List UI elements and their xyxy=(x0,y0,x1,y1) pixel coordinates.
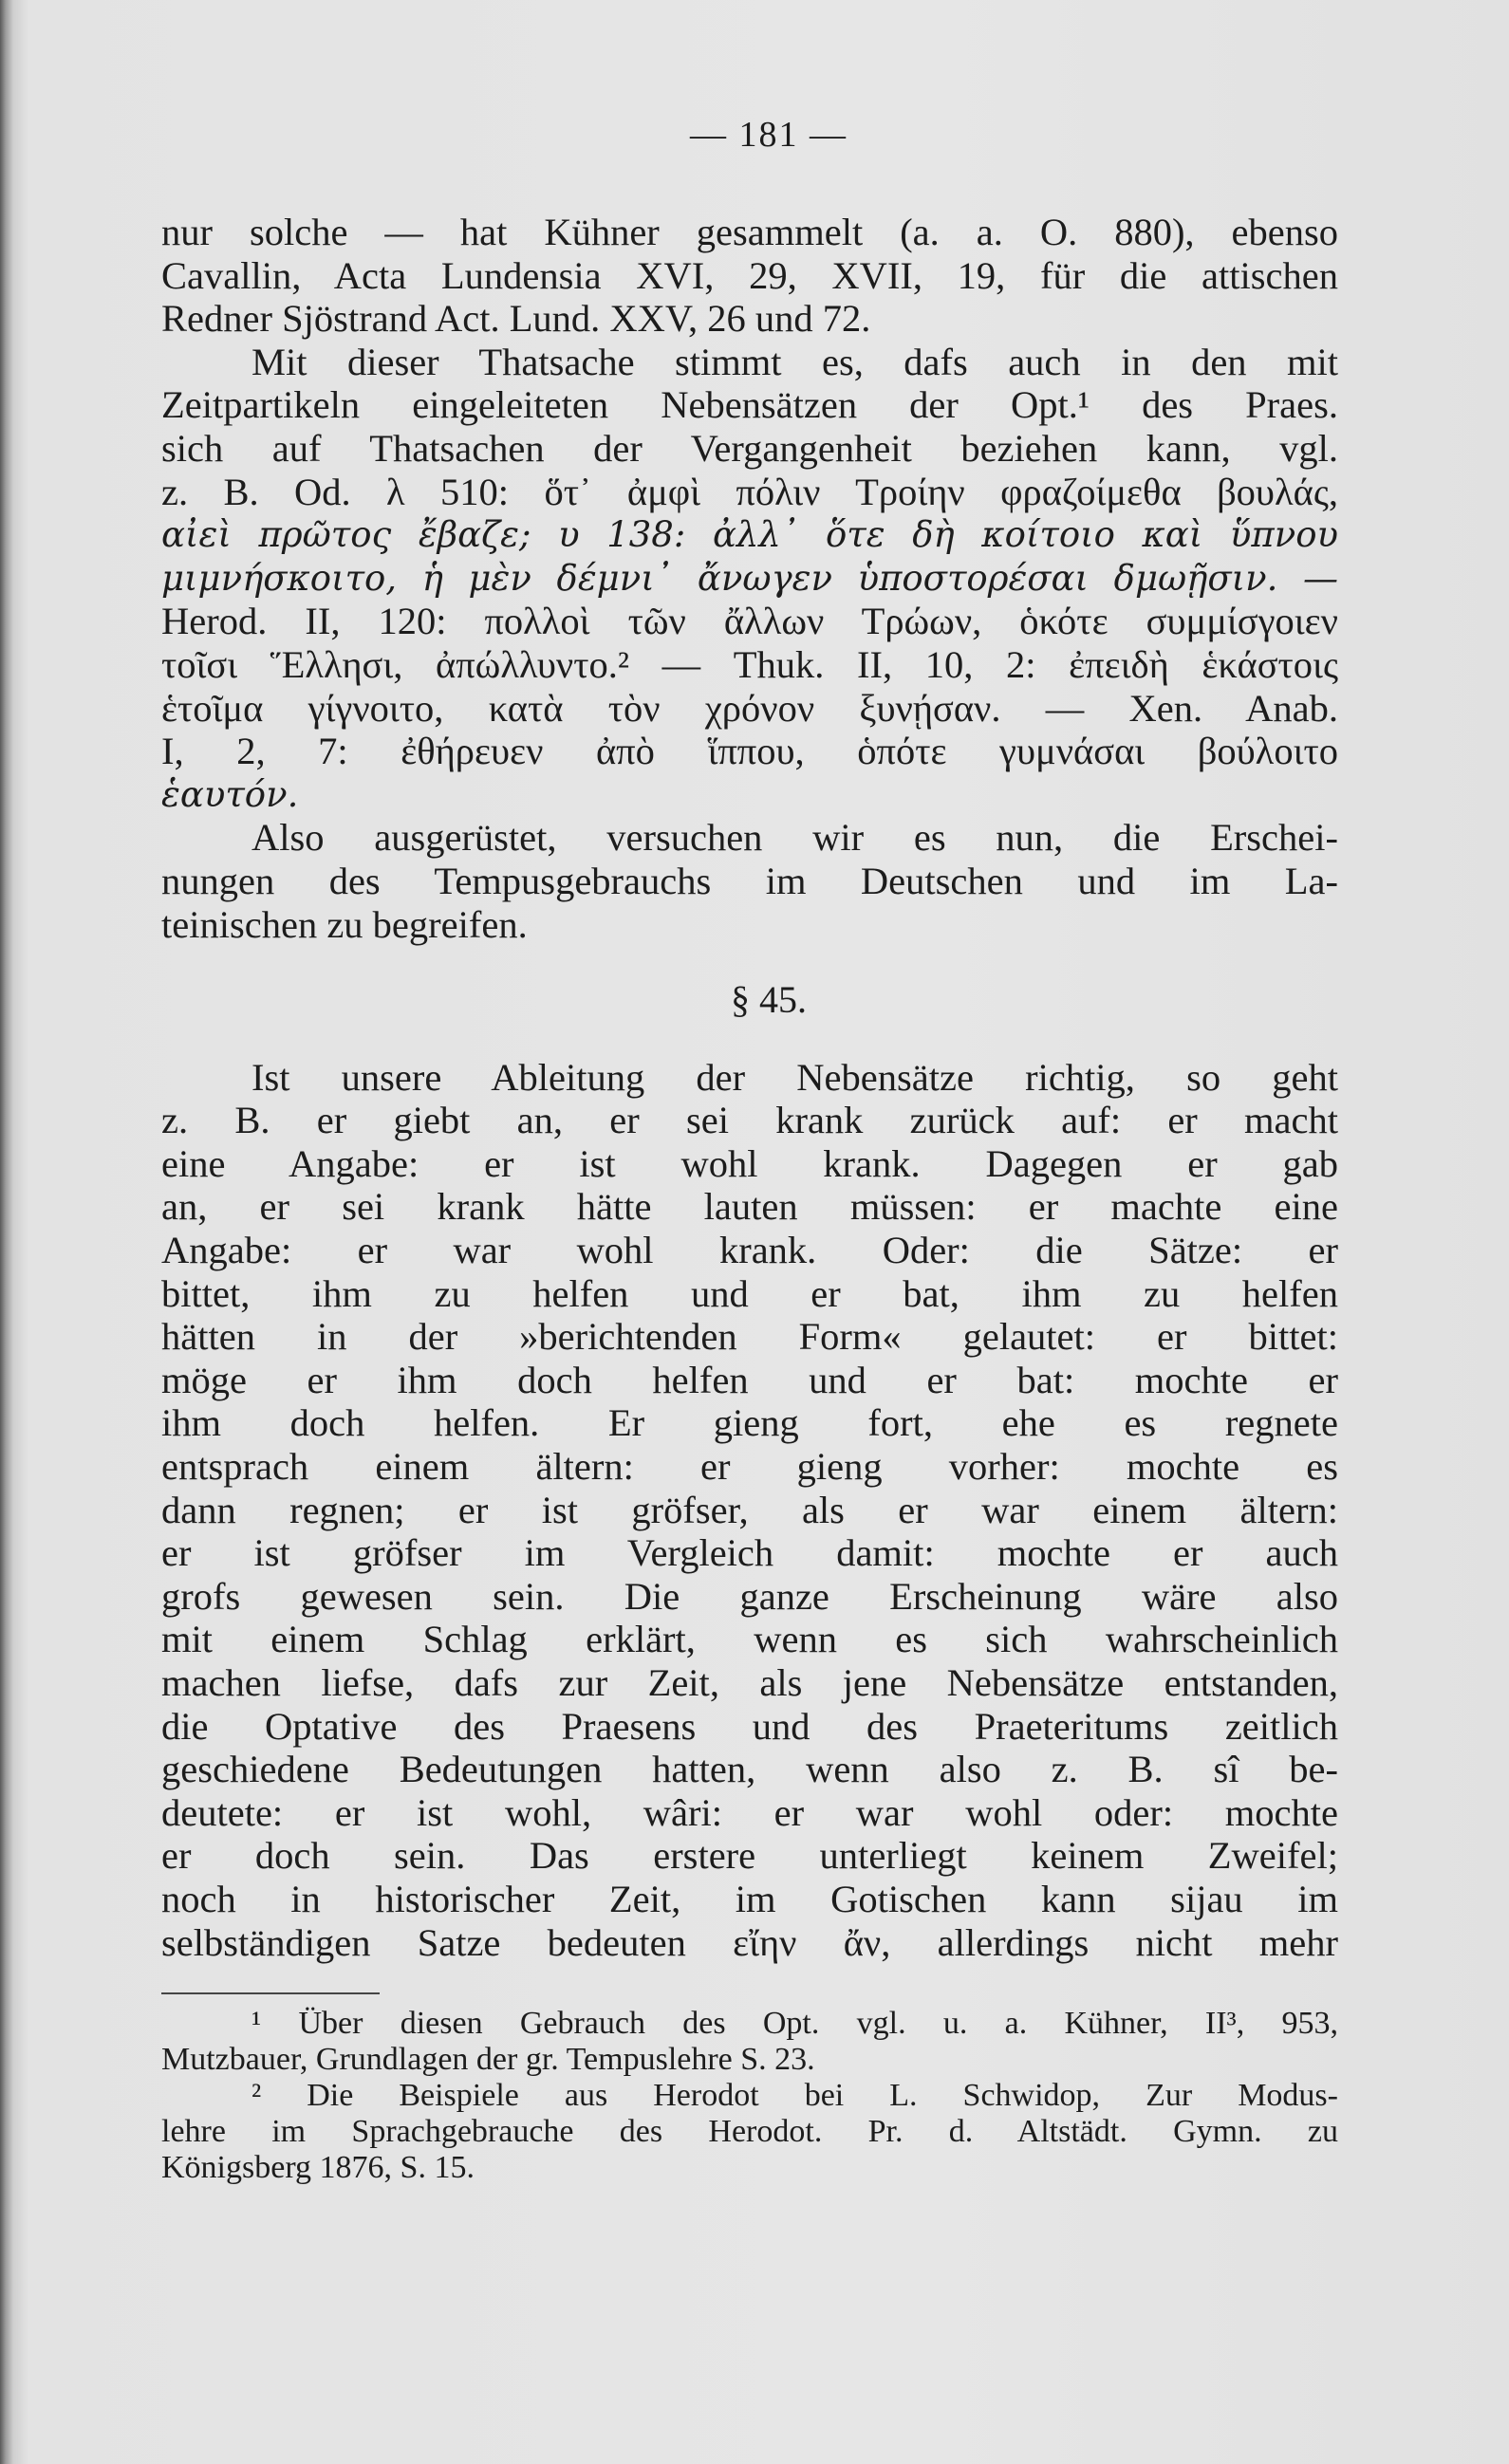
text-line: möge er ihm doch helfen und er bat: mochte er xyxy=(161,1358,1338,1401)
text-line: hätten in der »berichtenden Form« gelautet: er bittet: xyxy=(161,1315,1338,1359)
text-line: nur solche — hat Kühner gesammelt (a. a. O. 880), ebenso xyxy=(161,211,1338,253)
footnotes xyxy=(161,2006,1338,2186)
text-line: Also ausgerüstet, versuchen wir es nun, die Erschei- xyxy=(252,816,1338,860)
text-line: an, er sei krank hätte lauten müssen: er machte eine xyxy=(161,1185,1338,1229)
page-number: — 181 — xyxy=(690,115,848,155)
text-line: geschiedene Bedeutungen hatten, wenn also z. B. sî be- xyxy=(161,1748,1338,1791)
text-line: Ist unsere Ableitung der Nebensätze richtig, so geht xyxy=(252,1055,1338,1099)
main-text xyxy=(161,211,1338,1964)
footnote-divider xyxy=(161,1992,380,1994)
footnote-line: ² Die Beispiele aus Herodot bei L. Schwidop, Zur Modus- xyxy=(252,2078,1338,2114)
text-line: Zeitpartikeln eingeleiteten Nebensätzen der Opt.¹ des Praes. xyxy=(161,383,1338,427)
text-line-greek: z. B. Od. λ 510: ὅτ᾽ ἀμφὶ πόλιν Τροίην φραζοίμεθα βουλάς, xyxy=(161,470,1338,513)
text-line-greek: μιμνήσκοιτο, ἡ μὲν δέμνι᾽ ἄνωγεν ὑποστορέσαι δμωῇσιν. — xyxy=(161,557,1338,599)
text-line: deutete: er ist wohl, wâri: er war wohl oder: mochte xyxy=(161,1790,1338,1834)
footnote-line: ¹ Über diesen Gebrauch des Opt. vgl. u. a. Kühner, II³, 953, xyxy=(252,2006,1338,2042)
section-heading: § 45. xyxy=(731,978,807,1022)
text-line: selbständigen Satze bedeuten εἴην ἄν, allerdings nicht mehr xyxy=(161,1920,1338,1964)
text-line-greek: Herod. II, 120: πολλοὶ τῶν ἄλλων Τρώων, ὁκότε συμμίσγοιεν xyxy=(161,600,1338,643)
text-line-greek: I, 2, 7: ἐθήρευεν ἀπὸ ἵππου, ὁπότε γυμνάσαι βούλοιτο xyxy=(161,730,1338,773)
text-line: Cavallin, Acta Lundensia XVI, 29, XVII, 19, für die attischen xyxy=(161,253,1338,297)
text-line: dann regnen; er ist gröfser, als er war einem ältern: xyxy=(161,1488,1338,1531)
text-line: er ist gröfser im Vergleich damit: mochte er auch xyxy=(161,1531,1338,1575)
text-line-greek: ἑτοῖμα γίγνοιτο, κατὰ τὸν χρόνον ξυνῄσαν. — Xen. Anab. xyxy=(161,686,1338,730)
text-line-greek: ἑαυτόν. xyxy=(161,773,299,815)
text-line: grofs gewesen sein. Die ganze Erscheinung wäre also xyxy=(161,1574,1338,1618)
book-page xyxy=(161,114,1338,2186)
footnote-line: lehre im Sprachgebrauche des Herodot. Pr. d. Altstädt. Gymn. zu xyxy=(161,2114,1338,2150)
text-line: z. B. er giebt an, er sei krank zurück auf: er macht xyxy=(161,1099,1338,1142)
text-line: entsprach einem ältern: er gieng vorher: mochte es xyxy=(161,1445,1338,1489)
text-line: noch in historischer Zeit, im Gotischen kann sijau im xyxy=(161,1877,1338,1920)
text-line: nungen des Tempusgebrauchs im Deutschen und im La- xyxy=(161,859,1338,902)
text-line: sich auf Thatsachen der Vergangenheit beziehen kann, vgl. xyxy=(161,426,1338,470)
text-line: ihm doch helfen. Er gieng fort, ehe es regnete xyxy=(161,1401,1338,1445)
text-line-greek: αἰεὶ πρῶτος ἔβαζε; υ 138: ἀλλ᾽ ὅτε δὴ κοίτοιο καὶ ὕπνου xyxy=(161,514,1338,556)
text-line: Mit dieser Thatsache stimmt es, dafs auch in den mit xyxy=(252,340,1338,383)
text-line: teinischen zu begreifen. xyxy=(161,902,528,946)
text-line: machen liefse, dafs zur Zeit, als jene Nebensätze entstanden, xyxy=(161,1661,1338,1704)
text-line: mit einem Schlag erklärt, wenn es sich wahrscheinlich xyxy=(161,1618,1338,1661)
text-line: er doch sein. Das erstere unterliegt keinem Zweifel; xyxy=(161,1834,1338,1878)
text-line: Angabe: er war wohl krank. Oder: die Sätze: er xyxy=(161,1229,1338,1272)
text-line: Redner Sjöstrand Act. Lund. XXV, 26 und 72. xyxy=(161,297,871,341)
text-line: die Optative des Praesens und des Praeteritums zeitlich xyxy=(161,1704,1338,1748)
footnote-line: Königsberg 1876, S. 15. xyxy=(161,2150,475,2186)
footnote-line: Mutzbauer, Grundlagen der gr. Tempuslehre S. 23. xyxy=(161,2042,815,2078)
text-line: eine Angabe: er ist wohl krank. Dagegen er gab xyxy=(161,1141,1338,1185)
text-line: bittet, ihm zu helfen und er bat, ihm zu helfen xyxy=(161,1271,1338,1315)
text-line-greek: τοῖσι Ἕλλησι, ἀπώλλυντο.² — Thuk. II, 10, 2: ἐπειδὴ ἑκάστοις xyxy=(161,642,1338,686)
